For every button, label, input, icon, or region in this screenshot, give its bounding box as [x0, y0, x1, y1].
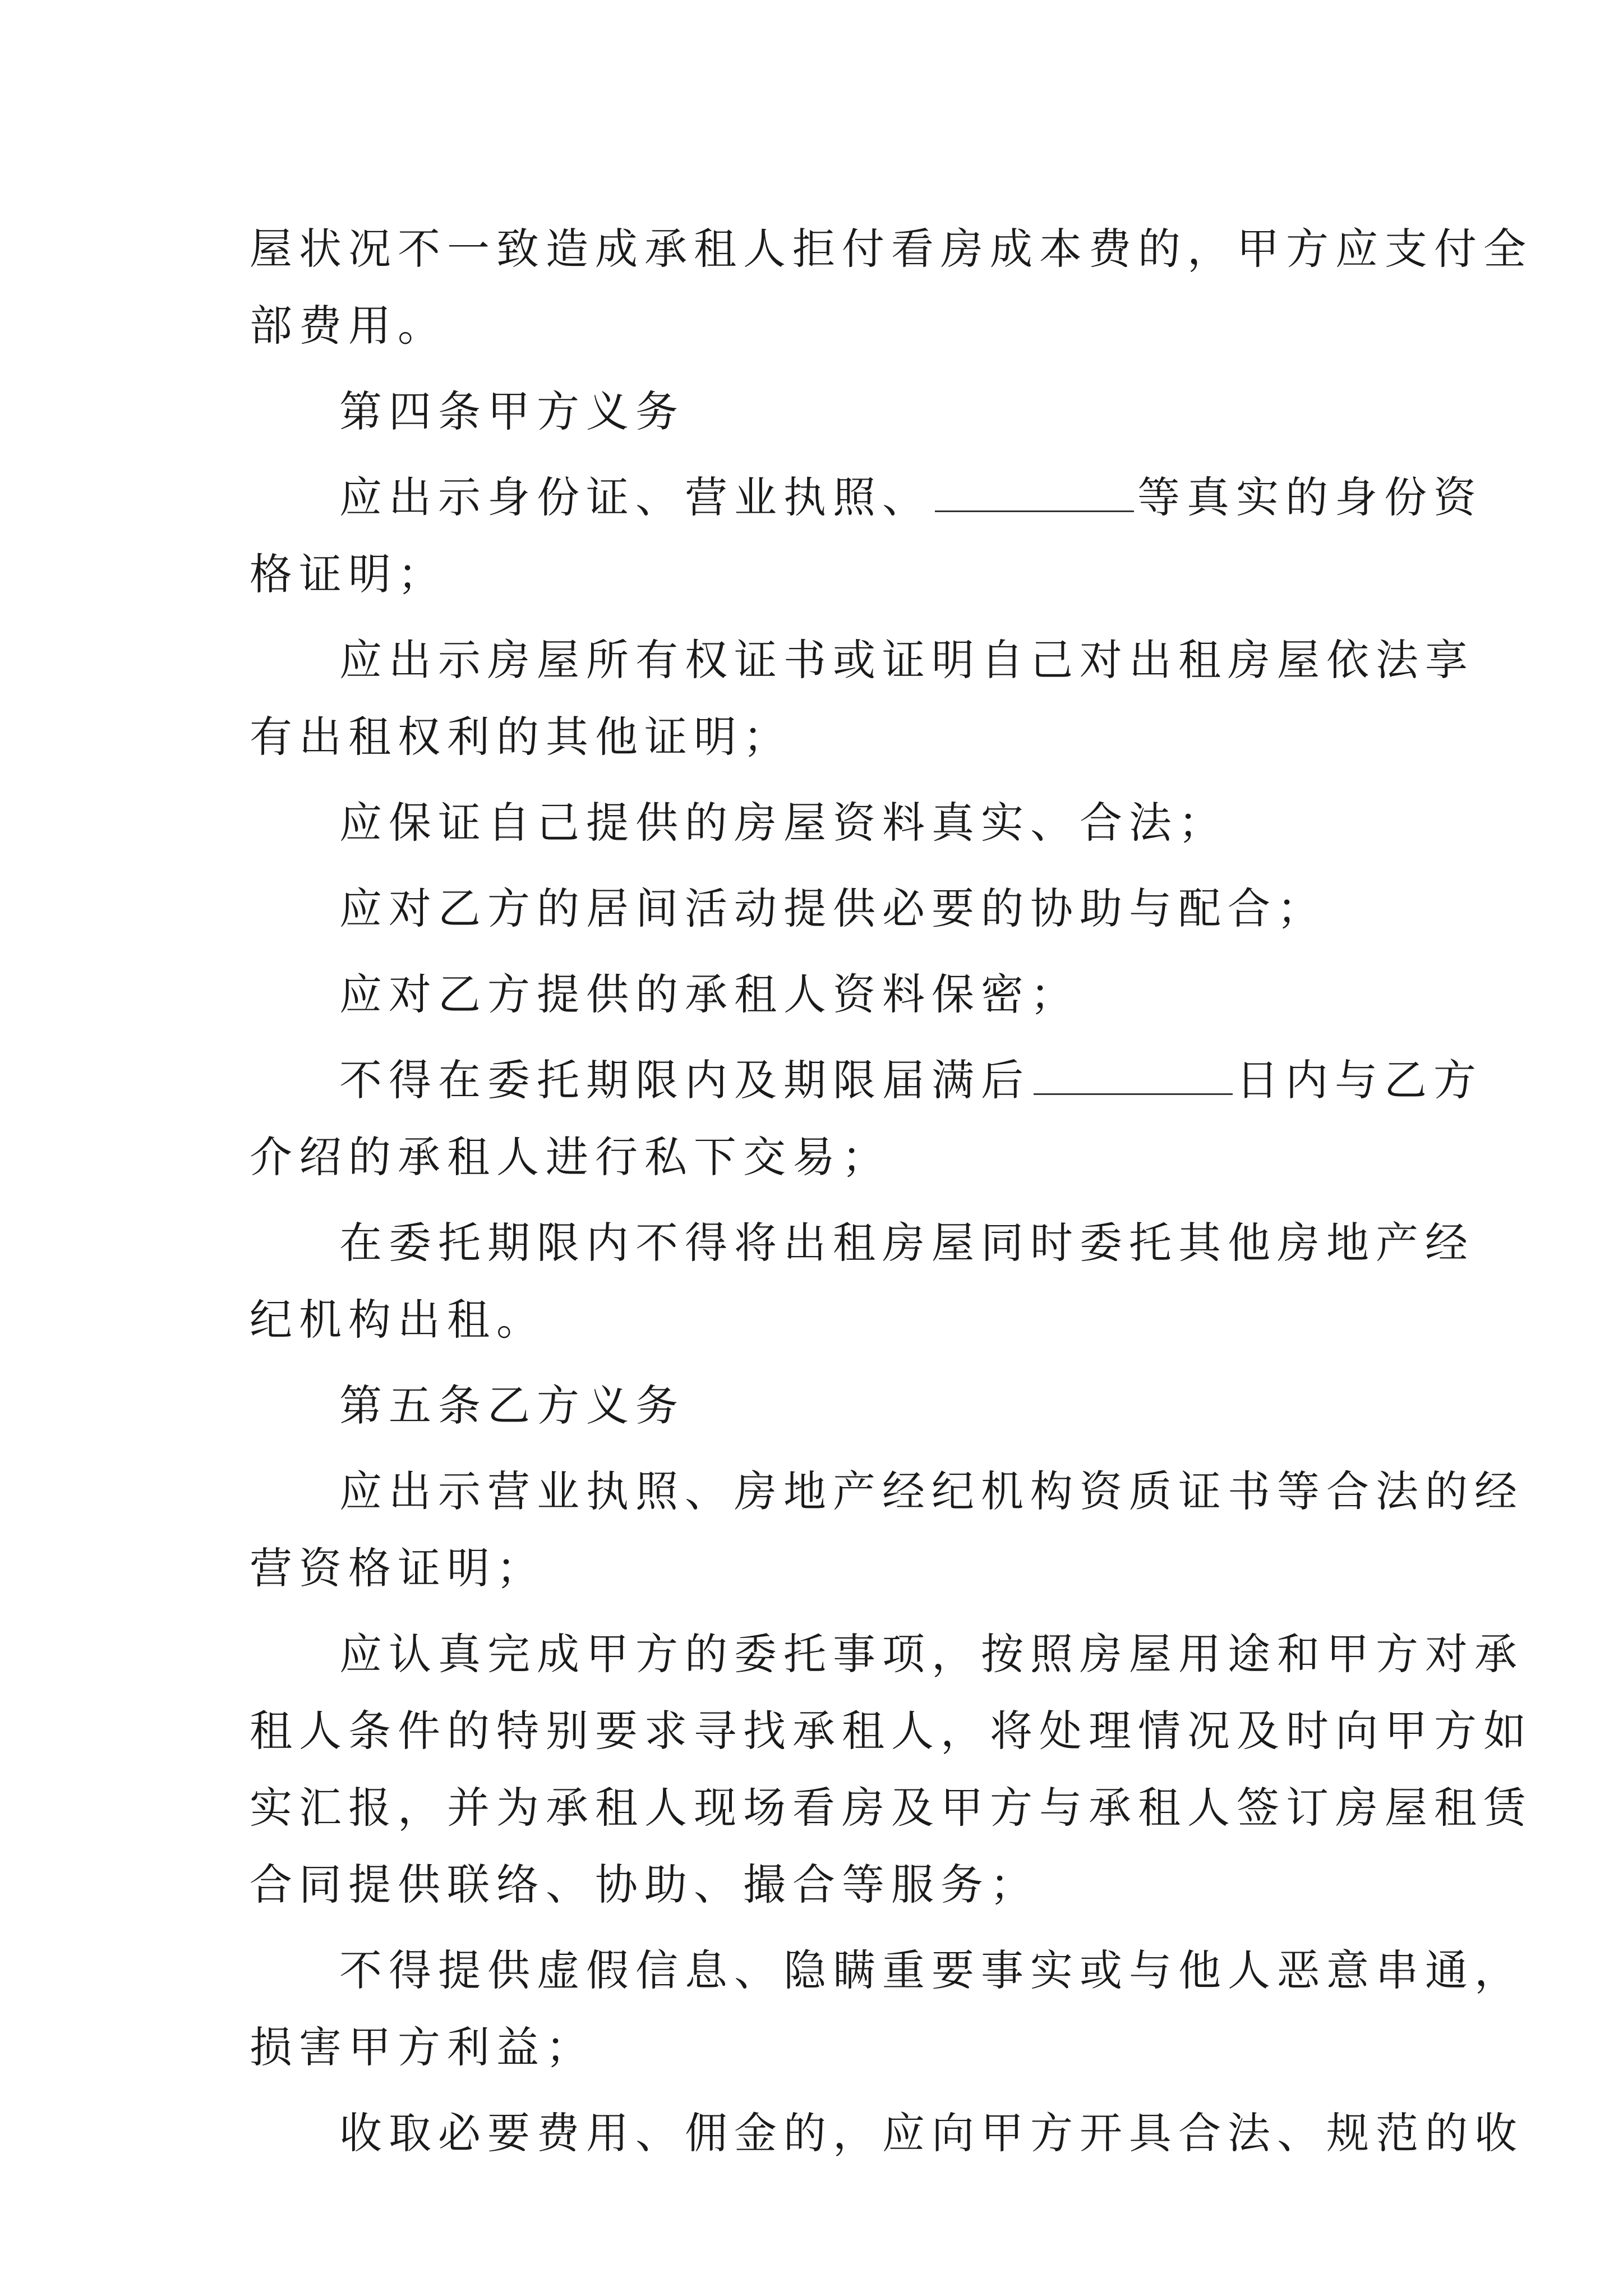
paragraph-line: 应认真完成甲方的委托事项，按照房屋用途和甲方对承: [339, 1629, 1524, 1679]
paragraph-line: 收取必要费用、佣金的，应向甲方开具合法、规范的收: [339, 2108, 1524, 2158]
paragraph-line: 应对乙方的居间活动提供必要的协助与配合；: [339, 884, 1326, 933]
text-segment: 日内与乙方: [1236, 1055, 1483, 1105]
paragraph-line: 实汇报，并为承租人现场看房及甲方与承租人签订房屋租赁: [250, 1783, 1533, 1833]
text-segment: 等真实的身份资: [1137, 472, 1483, 522]
paragraph-line: 损害甲方利益；: [250, 2022, 595, 2072]
fill-in-blank: [1034, 1059, 1233, 1095]
paragraph-line: [250, 459, 1483, 536]
paragraph-line: 合同提供联络、协助、撮合等服务；: [250, 1860, 1039, 1910]
paragraph-line: 应对乙方提供的承租人资料保密；: [339, 969, 1080, 1019]
fill-in-blank: [935, 476, 1134, 512]
paragraph-line: 介绍的承租人进行私下交易；: [250, 1132, 891, 1182]
text-segment: 应出示身份证、营业执照、: [339, 472, 932, 522]
paragraph-line: 营资格证明；: [250, 1543, 546, 1593]
document-body: [250, 210, 1533, 2171]
paragraph-line: 屋状况不一致造成承租人拒付看房成本费的，甲方应支付全: [250, 224, 1533, 274]
paragraph-line: 部费用。: [250, 301, 447, 351]
paragraph-line: 租人条件的特别要求寻找承租人，将处理情况及时向甲方如: [250, 1706, 1533, 1756]
paragraph-line: 不得提供虚假信息、隐瞒重要事实或与他人恶意串通，: [339, 1945, 1524, 1995]
section-heading-article-5: 第五条乙方义务: [339, 1381, 685, 1430]
paragraph-line: 格证明；: [250, 549, 447, 599]
paragraph-line: 有出租权利的其他证明；: [250, 712, 792, 762]
paragraph-line: 应保证自己提供的房屋资料真实、合法；: [339, 798, 1228, 848]
paragraph-line: 在委托期限内不得将出租房屋同时委托其他房地产经: [339, 1218, 1474, 1268]
text-segment: 不得在委托期限内及期限届满后: [339, 1055, 1030, 1105]
section-heading-article-4: 第四条甲方义务: [339, 386, 685, 436]
paragraph-line: 应出示营业执照、房地产经纪机构资质证书等合法的经: [339, 1466, 1524, 1516]
paragraph-line: 应出示房屋所有权证书或证明自己对出租房屋依法享: [339, 635, 1474, 685]
paragraph-line: [250, 1042, 1483, 1119]
paragraph-line: 纪机构出租。: [250, 1295, 546, 1345]
